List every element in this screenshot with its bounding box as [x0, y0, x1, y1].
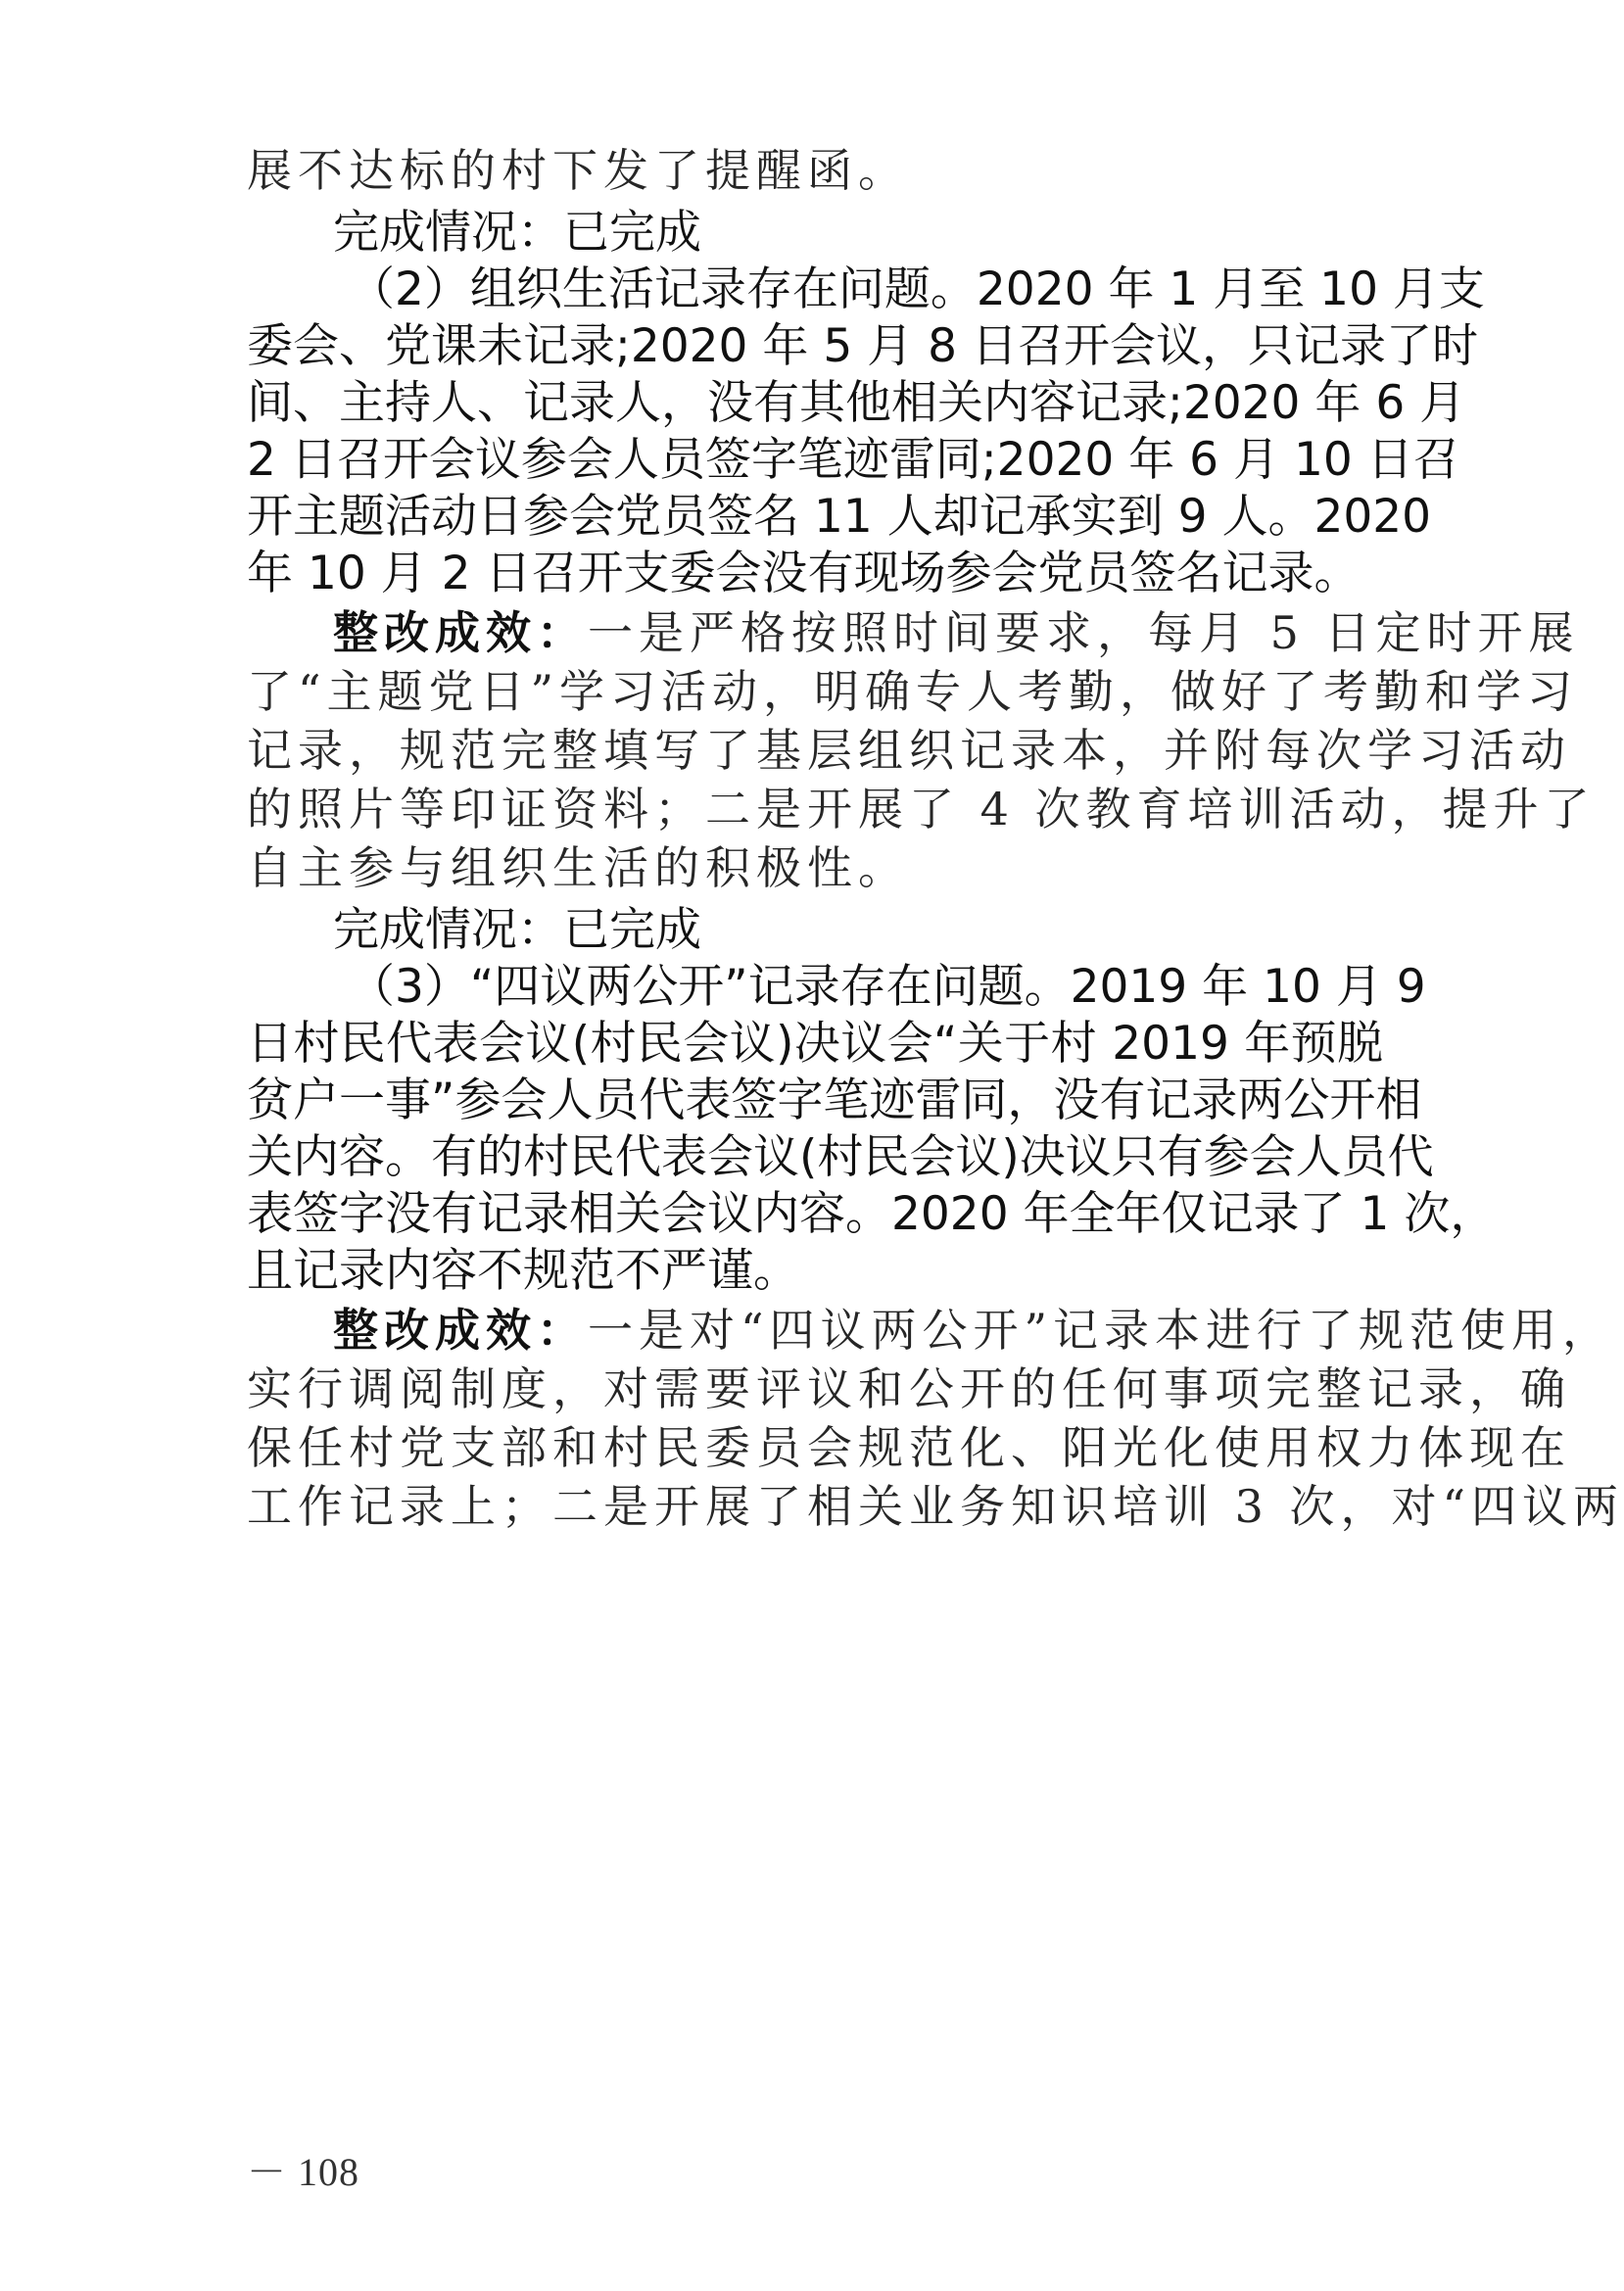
body-text-line: 年 10 月 2 日召开支委会没有现场参会党员签名记录。 [247, 547, 1361, 600]
body-text-line: 表签字没有记录相关会议内容。2020 年全年仅记录了 1 次， [247, 1187, 1497, 1241]
body-text-line: 自主参与组织生活的积极性。 [247, 841, 909, 894]
body-text-line: 开主题活动日参会党员签名 11 人却记承实到 9 人。2020 [247, 490, 1432, 544]
issue-heading-2: （2）组织生活记录存在问题。2020 年 1 月至 10 月支 [349, 263, 1485, 316]
body-text-line: 展不达标的村下发了提醒函。 [247, 144, 909, 197]
body-text-line: 日村民代表会议(村民会议)决议会“关于村 2019 年预脱 [247, 1017, 1383, 1071]
body-text-line: 关内容。有的村民代表会议(村民会议)决议只有参会人员代 [247, 1130, 1434, 1184]
issue-heading-3: （3）“四议两公开”记录存在问题。2019 年 10 月 9 [349, 960, 1426, 1014]
body-text-line: 工作记录上；二是开展了相关业务知识培训 3 次，对“四议两 [247, 1480, 1624, 1533]
completion-status: 完成情况：已完成 [333, 903, 701, 957]
rectification-paragraph-line [333, 597, 1580, 662]
body-text-line: 保任村党支部和村民委员会规范化、阳光化使用权力体现在 [247, 1421, 1571, 1474]
body-text-line: 的照片等印证资料；二是开展了 4 次教育培训活动，提升了 [247, 783, 1596, 835]
body-text-line: 间、主持人、记录人，没有其他相关内容记录;2020 年 6 月 [247, 376, 1466, 430]
rectification-text: 一是对“四议两公开”记录本进行了规范使用， [588, 1304, 1614, 1357]
rectification-paragraph-line [333, 1295, 1614, 1360]
body-text-line: 实行调阅制度，对需要评议和公开的任何事项完整记录，确 [247, 1362, 1571, 1415]
rectification-label: 整改成效： [333, 1304, 588, 1357]
rectification-label: 整改成效： [333, 606, 588, 659]
rectification-text: 一是严格按照时间要求，每月 5 日定时开展 [588, 606, 1580, 659]
page-number: － 108 [247, 2150, 359, 2194]
body-text-line: 贫户一事”参会人员代表签字笔迹雷同，没有记录两公开相 [247, 1074, 1422, 1127]
body-text-line: 2 日召开会议参会人员签字笔迹雷同;2020 年 6 月 10 日召 [247, 433, 1459, 487]
body-text-line: 了“主题党日”学习活动，明确专人考勤，做好了考勤和学习 [247, 665, 1579, 718]
body-text-line: 且记录内容不规范不严谨。 [247, 1244, 799, 1298]
body-text-line: 委会、党课未记录;2020 年 5 月 8 日召开会议，只记录了时 [247, 319, 1478, 373]
completion-status: 完成情况：已完成 [333, 206, 701, 260]
body-text-line: 记录，规范完整填写了基层组织记录本，并附每次学习活动 [247, 724, 1571, 777]
